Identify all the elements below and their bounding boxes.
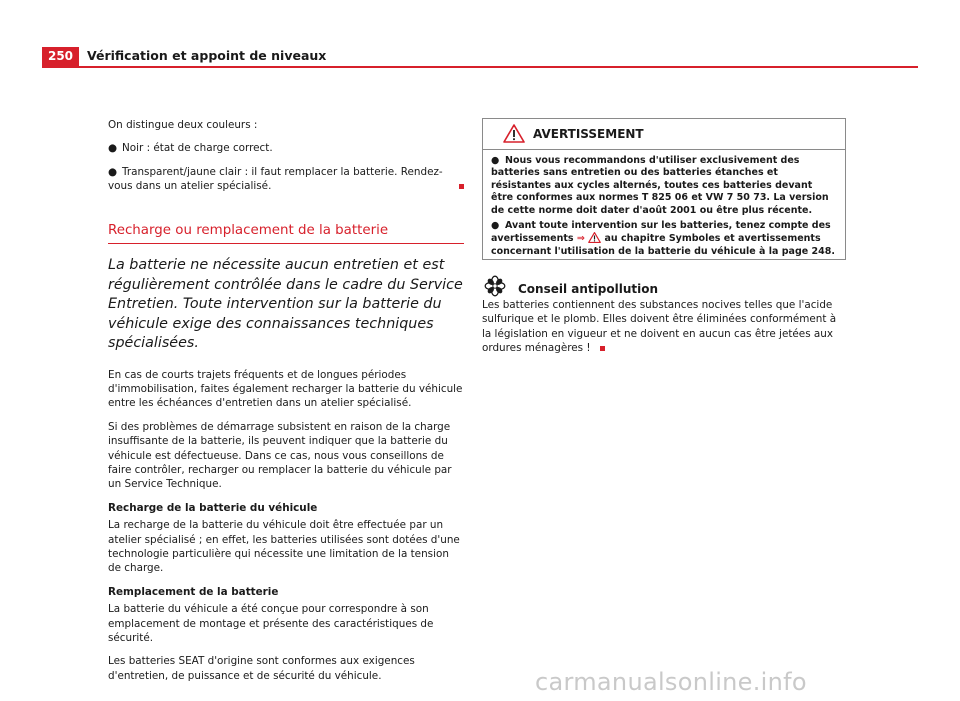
warning-title: AVERTISSEMENT: [533, 127, 644, 141]
paragraph: Les batteries SEAT d'origine sont conformes aux exigences d'entretien, de puissance et de sécurité du véhicule.: [108, 655, 415, 682]
bullet-icon: ●: [491, 155, 500, 166]
bullet-icon: ●: [108, 142, 118, 155]
header-rule: [42, 66, 918, 68]
section-end-icon: [600, 346, 605, 351]
lead-paragraph: La batterie ne nécessite aucun entretien et est régulièrement contrôlée dans le cadre du Service Entretien. Toute intervention sur la batterie du véhicule exige des connaissances techniques spécialisées.: [108, 257, 463, 352]
reference-arrow-icon: ⇒: [576, 233, 585, 245]
watermark: carmanualsonline.info: [535, 668, 807, 696]
intro-text: On distingue deux couleurs :: [108, 119, 258, 131]
chapter-title: Vérification et appoint de niveaux: [87, 48, 327, 63]
flower-icon: [484, 275, 506, 297]
page-number: 250: [42, 47, 79, 66]
environment-header: [482, 275, 846, 297]
paragraph: Les batteries contiennent des substances nocives telles que l'acide sulfurique et le plomb. Elles doivent être éliminées conformément à la législation en vigueur et ne doivent en aucun cas être jetées aux ordures ménagères !: [482, 299, 837, 355]
bullet-icon: ●: [108, 165, 118, 178]
subheading: Remplacement de la batterie: [108, 585, 279, 598]
warning-box: [482, 118, 846, 260]
list-item: ● Avant toute intervention sur les batteries, tenez compte des avertissements ⇒ au chapitre Symboles et avertissements concernant l'utilisation de la batterie du véhicule à la page 248.: [491, 220, 835, 257]
bullet-icon: ●: [491, 220, 500, 232]
list-item: ● Noir : état de charge correct.: [108, 142, 273, 155]
paragraph: La batterie du véhicule a été conçue pour correspondre à son emplacement de montage et présente des caractéristiques de sécurité.: [108, 603, 434, 645]
warning-triangle-icon: [503, 124, 525, 143]
list-item: ● Nous vous recommandons d'utiliser exclusivement des batteries sans entretien ou des batteries étanches et résistantes aux cycles alternés, toutes ces batteries devant être conformes aux normes T 825 06 et VW 7 50 73. La version de cette norme doit dater d'août 2001 ou être plus récente.: [491, 155, 829, 216]
paragraph: La recharge de la batterie du véhicule doit être effectuée par un atelier spécialisé ; en effet, les batteries utilisées sont dotées d'une technologie particulière qui nécessite une limitation de la tension de charge.: [108, 519, 460, 575]
paragraph: En cas de courts trajets fréquents et de longues périodes d'immobilisation, faites également recharger la batterie du véhicule entre les échéances d'entretien dans un atelier spécialisé.: [108, 368, 463, 410]
subheading: Recharge de la batterie du véhicule: [108, 501, 318, 514]
warning-body: [483, 150, 845, 258]
paragraph: Si des problèmes de démarrage subsistent en raison de la charge insuffisante de la batterie, ils peuvent indiquer que la batterie du véhicule est défectueuse. Dans ce cas, nous vous conseillons de faire contrôler, recharger ou remplacer la batterie du véhicule par un Service Technique.: [108, 420, 452, 491]
warning-reference-icon: [588, 232, 601, 243]
list-item: ● Transparent/jaune clair : il faut remplacer la batterie. Rendez-vous dans un atelier spécialisé.: [108, 165, 464, 194]
left-column: [108, 118, 464, 692]
section-end-icon: [459, 184, 464, 189]
warning-header: [483, 119, 845, 150]
environment-title: Conseil antipollution: [518, 281, 659, 296]
section-title: Recharge ou remplacement de la batterie: [108, 224, 464, 244]
environment-note: [482, 275, 846, 356]
